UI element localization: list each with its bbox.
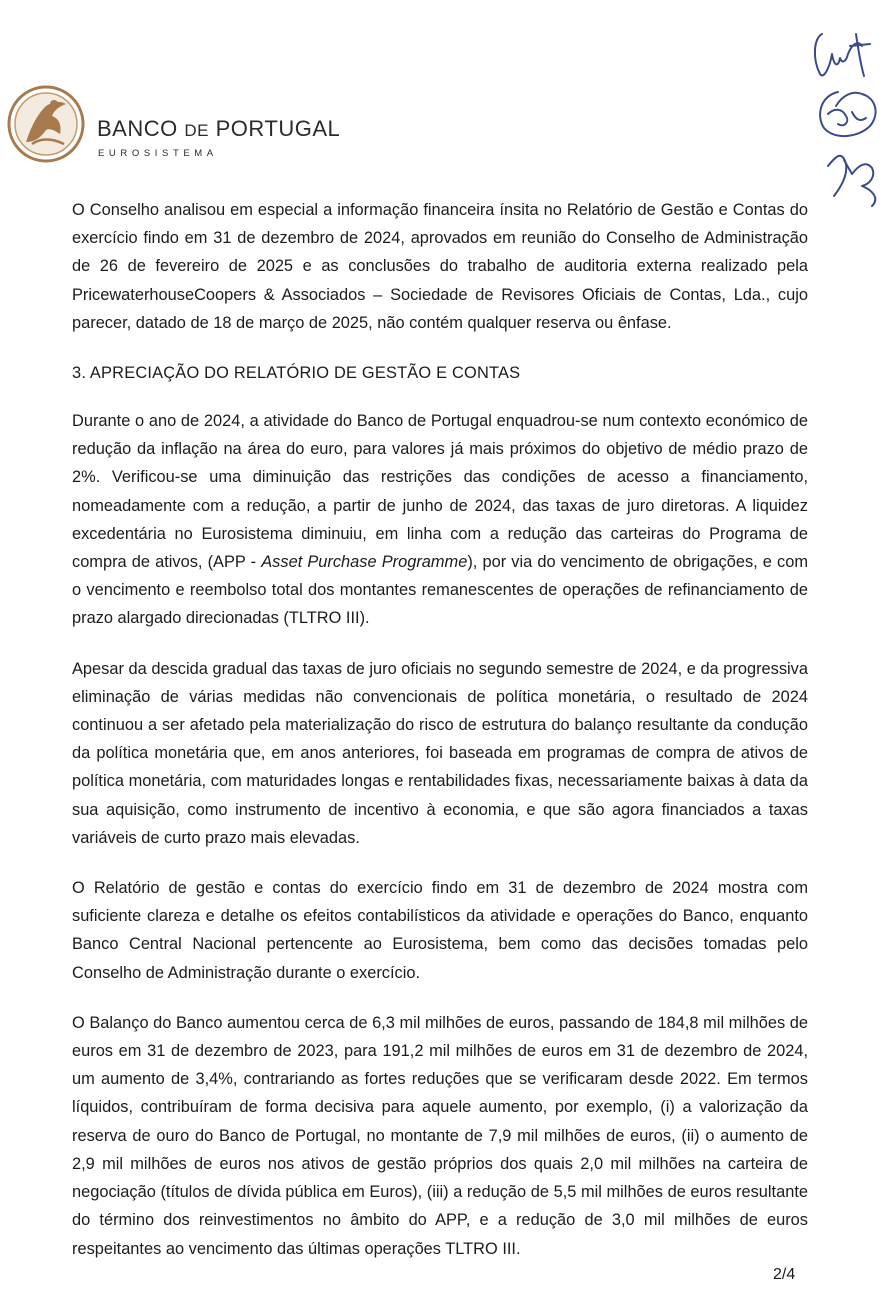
handwritten-initials-icon (800, 18, 887, 218)
paragraph-conselho-analise: O Conselho analisou em especial a informação financeira ínsita no Relatório de Gestão e Contas do exercício findo em 31 de dezembro de 2024, aprovados em reunião do Conselho de Administração de 26 de fevereiro de 2025 e as conclusões do trabalho de auditoria externa realizado pela PricewaterhouseCoopers & Associados – Sociedade de Revisores Oficiais de Contas, Lda., cujo parecer, datado de 18 de março de 2025, não contém qualquer reserva ou ênfase. (72, 201, 808, 332)
paragraph-resultado-2024: Apesar da descida gradual das taxas de juro oficiais no segundo semestre de 2024, e da progressiva eliminação de várias medidas não convencionais de política monetária, o resultado de 2024 continuou a ser afetado pela materialização do risco de estrutura do balanço resultante da condução da política monetária que, em anos anteriores, foi baseada em programas de compra de ativos de política monetária, com maturidades longas e rentabilidades fixas, necessariamente baixas à data da sua aquisição, como instrumento de incentivo à economia, e que são agora financiados a taxas variáveis de curto prazo mais elevadas. (72, 659, 808, 847)
document-body (72, 196, 808, 1285)
page-number: 2/4 (773, 1266, 796, 1283)
paragraph-balanco: O Balanço do Banco aumentou cerca de 6,3 mil milhões de euros, passando de 184,8 mil milhões de euros em 31 de dezembro de 2023, para 191,2 mil milhões de euros em 31 de dezembro de 2024, um aumento de 3,4%, contrariando as fortes reduções que se verificaram desde 2022. Em termos líquidos, contribuíram de forma decisiva para aquele aumento, por exemplo, (i) a valorização da reserva de ouro do Banco de Portugal, no montante de 7,9 mil milhões de euros, (ii) o aumento de 2,9 mil milhões de euros nos ativos de gestão próprios dos quais 2,0 mil milhões na carteira de negociação (títulos de dívida pública em Euros), (iii) a redução de 5,5 mil milhões de euros resultante do término dos reinvestimentos no âmbito do APP, e a redução de 3,0 mil milhões de euros respeitantes ao vencimento das últimas operações TLTRO III. (72, 1013, 808, 1258)
letterhead (0, 78, 420, 168)
section-heading: 3. APRECIAÇÃO DO RELATÓRIO DE GESTÃO E CONTAS (72, 364, 521, 383)
paragraph-relatorio-gestao: O Relatório de gestão e contas do exercício findo em 31 de dezembro de 2024 mostra com suficiente clareza e detalhe os efeitos contabilísticos da atividade e operações do Banco, enquanto Banco Central Nacional pertencente ao Eurosistema, bem como das decisões tomadas pelo Conselho de Administração durante o exercício. (72, 879, 808, 982)
paragraph-atividade-2024: Durante o ano de 2024, a atividade do Banco de Portugal enquadrou-se num contexto económico de redução da inflação na área do euro, para valores já mais próximos do objetivo de médio prazo de 2%. Verificou-se uma diminuição das restrições das condições de acesso a financiamento, nomeadamente com a redução, a partir de junho de 2024, das taxas de juro diretoras. A liquidez excedentária no Eurosistema diminuiu, em linha com a redução das carteiras do Programa de compra de ativos, (APP - Asset Purchase Programme), por via do vencimento de obrigações, e com o vencimento e reembolso total dos montantes remanescentes de operações de refinanciamento de prazo alargado direcionadas (TLTRO III). (72, 412, 809, 628)
brand-name: BANCO DE PORTUGAL (97, 116, 341, 141)
banco-de-portugal-emblem-icon (2, 84, 90, 164)
brand-subtitle: EUROSISTEMA (98, 148, 218, 159)
